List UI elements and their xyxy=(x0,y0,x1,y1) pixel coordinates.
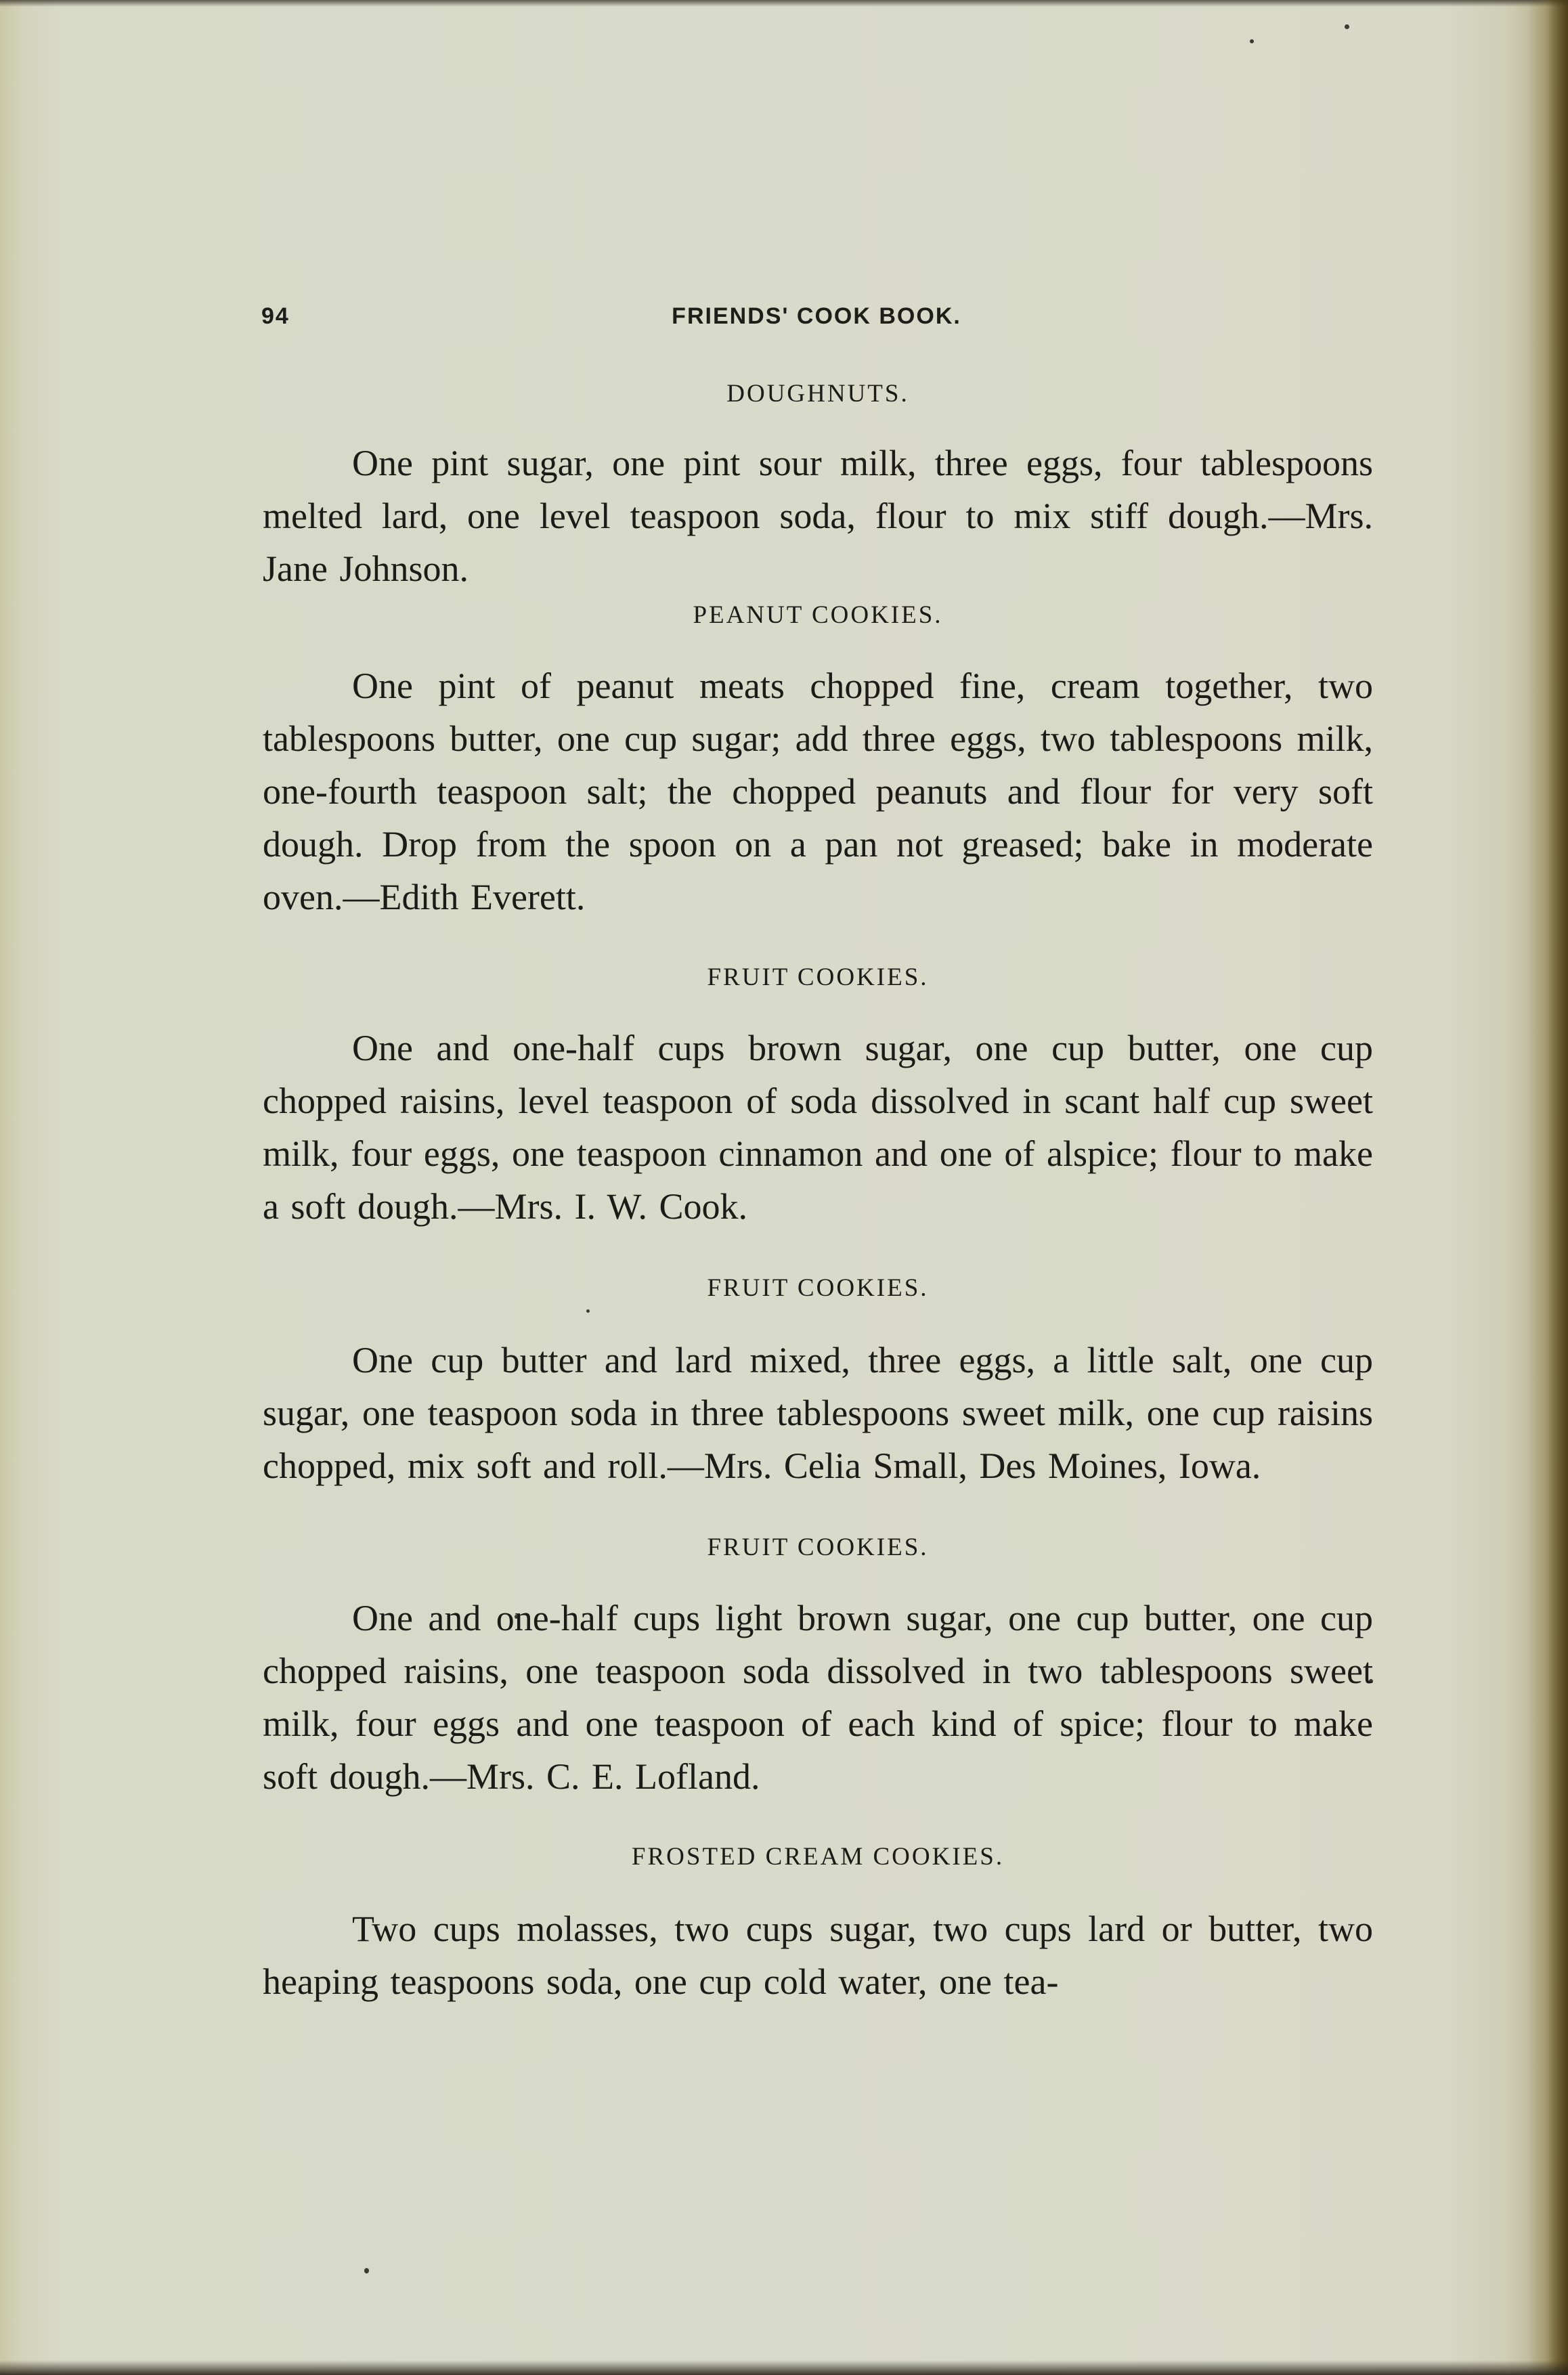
recipe-text: One and one-half cups light brown sugar, one cup butter, one cup chopped raisins, one teaspoon soda dissolved in two tablespoons sweet milk, four eggs and one teaspoon of each kind of spice; flour to make soft dough.—Mrs. C. E. Lofland. xyxy=(263,1598,1373,1797)
recipe-fruit-cookies-3 xyxy=(263,1533,1373,1803)
recipe-text: One cup butter and lard mixed, three eggs, a little salt, one cup sugar, one teaspoon soda in three tablespoons sweet milk, one cup raisins chopped, mix soft and roll.—Mrs. Celia Small, Des Moines, Iowa. xyxy=(263,1340,1373,1486)
page-content xyxy=(263,379,1373,2008)
recipe-peanut-cookies xyxy=(263,601,1373,923)
paper-speck xyxy=(1345,24,1349,29)
recipe-title: FRUIT COOKIES. xyxy=(707,963,929,991)
recipe-title: FRUIT COOKIES. xyxy=(707,1274,929,1302)
recipe-frosted-cream-cookies xyxy=(263,1842,1373,2008)
recipe-fruit-cookies-2 xyxy=(263,1273,1373,1492)
recipe-title: DOUGHNUTS. xyxy=(726,380,909,408)
recipe-title: PEANUT COOKIES. xyxy=(693,601,943,629)
page-spine-shadow xyxy=(1527,0,1568,2375)
recipe-title: FROSTED CREAM COOKIES. xyxy=(631,1843,1005,1871)
recipe-text: One and one-half cups brown sugar, one cup butter, one cup chopped raisins, level teaspoon of soda dissolved in scant half cup sweet milk, four eggs, one teaspoon cinnamon and one of alspice; flour to make a soft dough.—Mrs. I. W. Cook. xyxy=(263,1028,1373,1227)
recipe-text: Two cups molasses, two cups sugar, two cups lard or butter, two heaping teaspoons soda, one cup cold water, one tea- xyxy=(263,1909,1373,2002)
running-head xyxy=(261,303,1372,344)
recipe-doughnuts xyxy=(263,379,1373,595)
page-bottom-shadow xyxy=(0,2360,1568,2375)
recipe-fruit-cookies-1 xyxy=(263,963,1373,1233)
recipe-title: FRUIT COOKIES. xyxy=(707,1533,929,1561)
book-title: FRIENDS' COOK BOOK. xyxy=(672,303,961,329)
recipe-text: One pint sugar, one pint sour milk, three eggs, four tablespoons melted lard, one level teaspoon soda, flour to mix stiff dough.—Mrs. Jane Johnson. xyxy=(263,443,1373,589)
page-top-shadow xyxy=(0,0,1568,7)
paper-speck xyxy=(1250,39,1254,43)
paper-speck xyxy=(364,2268,369,2273)
page-number: 94 xyxy=(261,303,290,329)
recipe-text: One pint of peanut meats chopped fine, cream together, two tablespoons butter, one cup sugar; add three eggs, two tablespoons milk, one-fourth teaspoon salt; the chopped peanuts and flour for very soft dough. Drop from the spoon on a pan not greased; bake in moderate oven.—Edith Everett. xyxy=(263,666,1373,917)
